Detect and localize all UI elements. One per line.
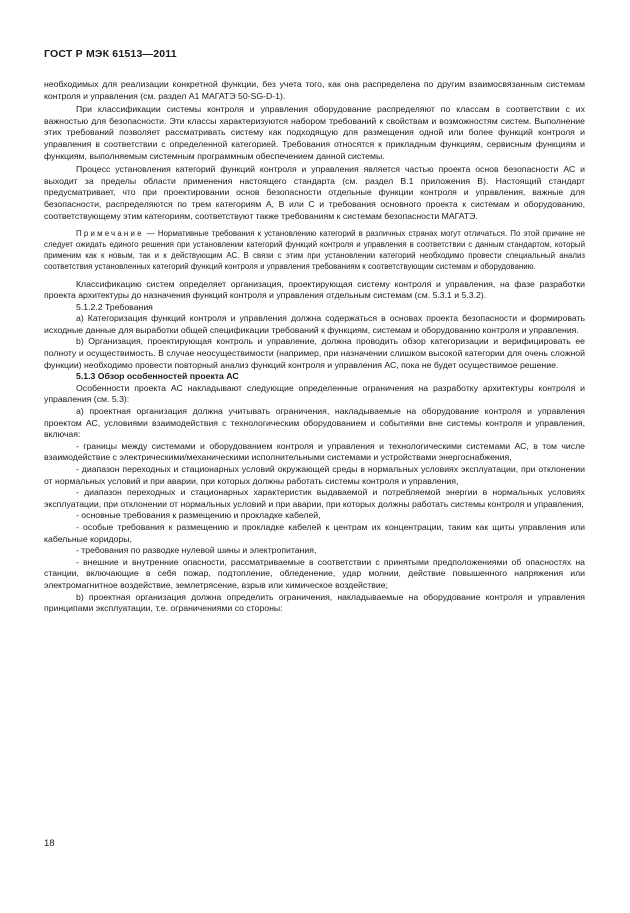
subsection-heading: 5.1.2.2 Требования: [76, 301, 153, 312]
paragraph: b) проектная организация должна определить ограничения, накладываемые на оборудование контроля и управления принципами эксплуатации, т.е. ограничениями со стороны:: [44, 591, 585, 614]
section-heading: 5.1.3 Обзор особенностей проекта АС: [76, 371, 239, 382]
body-text: [44, 79, 585, 615]
paragraph: При классификации системы контроля и управления оборудование распределяют по классам в соответствии с их важностью для безопасности. Эти классы характеризуются набором требований к свойствам и возможностям систем. Выполнение этих требований позволяет рассматривать систему как подходящую для размещения одной или более функций контроля и управления в соответствии с определенной категорией. Требования относятся к прикладным функциям, сервисным функциям и функциям, выполняемым системным программным обеспечением данной системы.: [44, 104, 585, 161]
paragraph: Особенности проекта АС накладывают следующие определенные ограничения на разработку архитектуры контроля и управления (см. 5.3):: [44, 382, 585, 405]
paragraph: b) Организация, проектирующая контроль и управление, должна проводить обзор категоризации и верифицировать ее полноту и осуществимость. В случае неосуществимости (например, при назначении слишком высокой категории для очень сложной функции) необходимо провести повторный анализ функций контроля и управления АС, пока не будет осуществимое решение.: [44, 336, 585, 370]
paragraph: а) Категоризация функций контроля и управления должна содержаться в основах проекта безопасности и формировать исходные данные для выработки общей спецификации требований к функциям, системам и оборудованию контроля и управления.: [44, 313, 585, 335]
note-label: Примечание: [76, 229, 144, 239]
note-paragraph: [44, 228, 585, 272]
list-item: - границы между системами и оборудованием контроля и управления и технологическими системами АС, в том числе взаимодействие с электрическими/механическими исполнительными системами и устройствами энергоснабжения,: [44, 440, 585, 463]
list-item: - диапазон переходных и стационарных характеристик выдаваемой и потребляемой энергии в нормальных условиях эксплуатации, при отклонении от нормальных условий и при аварии, при которых должны работать системы контроля и управления,: [44, 487, 585, 509]
list-item: - особые требования к размещению и прокладке кабелей к центрам их концентрации, таким как щиты управления или кабельные коридоры,: [44, 521, 585, 544]
list-item: - диапазон переходных и стационарных условий окружающей среды в нормальных условиях эксплуатации, при отклонении от нормальных условий и при аварии, при которых должны работать системы контроля и управления,: [44, 464, 585, 486]
paragraph: Классификацию систем определяет организация, проектирующая систему контроля и управления, на фазе разработки проекта архитектуры до назначения функций контроля и управления отдельным системам (см. 5.3.1 и 5.3.2).: [44, 278, 585, 301]
note-text: — Нормативные требования к установлению категорий в различных странах могут отличаться. По этой причине не следует ожидать единого решения при установлении категорий функций контроля и управления в соответствии с данным стандартом, который применим как к новым, так и к действующим АС. В связи с этим при установлении категорий необходимо провести специальный анализ соответствия установленных категорий функций контроля и управления требованиям к соответствующим системам и оборудованию.: [44, 229, 585, 272]
list-item: - внешние и внутренние опасности, рассматриваемые в соответствии с принятыми предположениями об опасностях на станции, включающие в себя пожар, подтопление, обледенение, удар молнии, действие повышенного напряжения или электромагнитное воздействие, землетрясение, взрыв или химическое воздействие;: [44, 556, 585, 590]
paragraph: а) проектная организация должна учитывать ограничения, накладываемые на оборудование контроля и управления проектом АС, условиями взаимодействия с технологическим оборудованием и событиями вне системы контроля и управления, включая:: [44, 406, 585, 440]
paragraph: необходимых для реализации конкретной функции, без учета того, как она распределена по другим взаимосвязанным системам контроля и управления (см. раздел А1 МАГАТЭ 50-SG-D-1).: [44, 79, 585, 101]
standard-header: ГОСТ Р МЭК 61513—2011: [44, 48, 177, 60]
list-item: - требования по разводке нулевой шины и электропитания,: [76, 545, 317, 556]
page-number: 18: [44, 838, 55, 849]
paragraph: Процесс установления категорий функций контроля и управления является частью проекта основ безопасности АС и выходит за пределы области применения настоящего стандарта (см. раздел В.1 приложения В). Настоящий стандарт предусматривает, что при проектировании основ безопасности отдельные функции контроля и управления, важные для безопасности, распределяются по трем категориям А, В или С и требования основного проекта к системам и оборудованию, соответствующему этим категориям, соответствуют также требованиям к системам безопасности МАГАТЭ.: [44, 164, 585, 221]
list-item: - основные требования к размещению и прокладке кабелей,: [76, 510, 321, 521]
